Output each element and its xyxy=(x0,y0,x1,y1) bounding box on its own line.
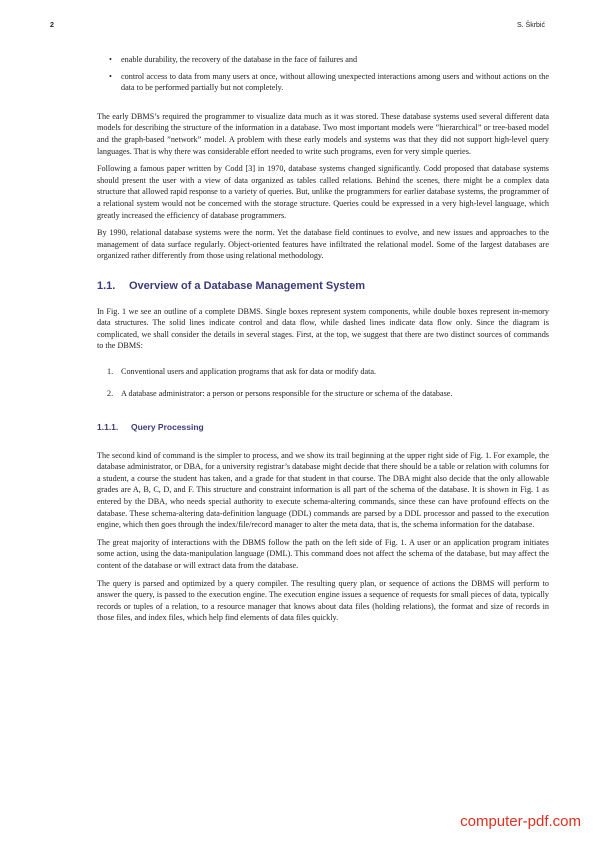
paragraph: The query is parsed and optimized by a query compiler. The resulting query plan, or sequence of actions the DBMS will perform to answer the query, is passed to the execution engine. The execution engine issues a sequence of requests for small pieces of data, typically records or tuples of a relation, to a resource manager that knows about data files (holding relations), the format and size of records in those files, and index files, which help find elements of data files quickly. xyxy=(97,578,549,623)
page-number: 2 xyxy=(50,22,54,29)
paragraph: The second kind of command is the simpler to process, and we show its trail beginning at the upper right side of Fig. 1. For example, the database administrator, or DBA, for a university registrar’s database might decide that there should be a table or relation with columns for a student, a course the student has taken, and a grade for that student in that course. The DBA might also decide that the only allowable grades are A, B, C, D, and F. This structure and constraint information is all part of the schema of the database. It is shown in Fig. 1 as entered by the DBA, who needs special authority to execute schema-altering commands, since these can have profound effects on the database. These schema-altering data-definition language (DDL) commands are parsed by a DDL processor and passed to the execution engine, which then goes through the index/file/record manager to alter the meta data, that is, the schema information for the database. xyxy=(97,450,549,530)
running-head: S. Škrbić xyxy=(516,22,545,29)
item-number: 2. xyxy=(107,389,114,399)
paragraph: In Fig. 1 we see an outline of a complete DBMS. Single boxes represent system components, while double boxes represent in-memory data structures. The solid lines indicate control and data flow, while dashed lines indicate data flow only. Since the diagram is complicated, we shall consider the details in several stages. First, at the top, we suggest that there are two distinct sources of commands to the DBMS: xyxy=(97,306,549,351)
numbered-item xyxy=(107,388,549,400)
item-text: Conventional users and application programs that ask for data or modify data. xyxy=(121,366,377,376)
section-heading xyxy=(97,281,549,293)
section-number: 1.1. xyxy=(97,279,116,292)
watermark-brand: computer-pdf.com xyxy=(460,813,581,830)
section-title: Overview of a Database Management System xyxy=(129,279,365,292)
paragraph: The great majority of interactions with the DBMS follow the path on the left side of Fig. 1. A user or an application program initiates some action, using the data-manipulation language (DML). This command does not affect the schema of the database, but may affect the content of the database or will extract data from the database. xyxy=(97,537,549,570)
item-text: A database administrator: a person or persons responsible for the structure or schema of the database. xyxy=(121,389,453,399)
subsection-title: Query Processing xyxy=(131,422,204,433)
paragraph: The early DBMS’s required the programmer to visualize data much as it was stored. These database systems used several different data models for describing the structure of the information in a database. Two most important models were ”hierarchical” or tree-based model and the graph-based ”network” model. A problem with these early models and systems was that they did not support high-level query languages. That is why there was considerable effort needed to write such programs, even for very simple queries. xyxy=(97,111,549,156)
bullet-item: • control access to data from many users at once, without allowing unexpected interactions among users and without actions on the data to be performed partially but not completely. xyxy=(121,71,549,94)
subsection-heading xyxy=(97,422,549,434)
subsection-number: 1.1.1. xyxy=(97,422,119,433)
bullet-list xyxy=(97,54,549,94)
numbered-list xyxy=(97,366,549,400)
numbered-item xyxy=(107,366,549,378)
page-content xyxy=(97,54,549,630)
paragraph: By 1990, relational database systems were the norm. Yet the database field continues to evolve, and new issues and approaches to the management of data surface regularly. Object-oriented features have infiltrated the relational model. Some of the largest databases are organized rather differently from those using relational methodology. xyxy=(97,228,549,261)
item-number: 1. xyxy=(107,366,114,376)
bullet-item: • enable durability, the recovery of the database in the face of failures and xyxy=(121,54,549,66)
paragraph: Following a famous paper written by Codd [3] in 1970, database systems changed significantly. Codd proposed that database systems should present the user with a view of data organized as tables called relations. Behind the scenes, there might be a complex data structure that allowed rapid response to a variety of queries. But, unlike the programmers for earlier database systems, the programmer of a relational system would not be concerned with the storage structure. Queries could be expressed in a very high-level language, which greatly increased the efficiency of database programmers. xyxy=(97,164,549,220)
